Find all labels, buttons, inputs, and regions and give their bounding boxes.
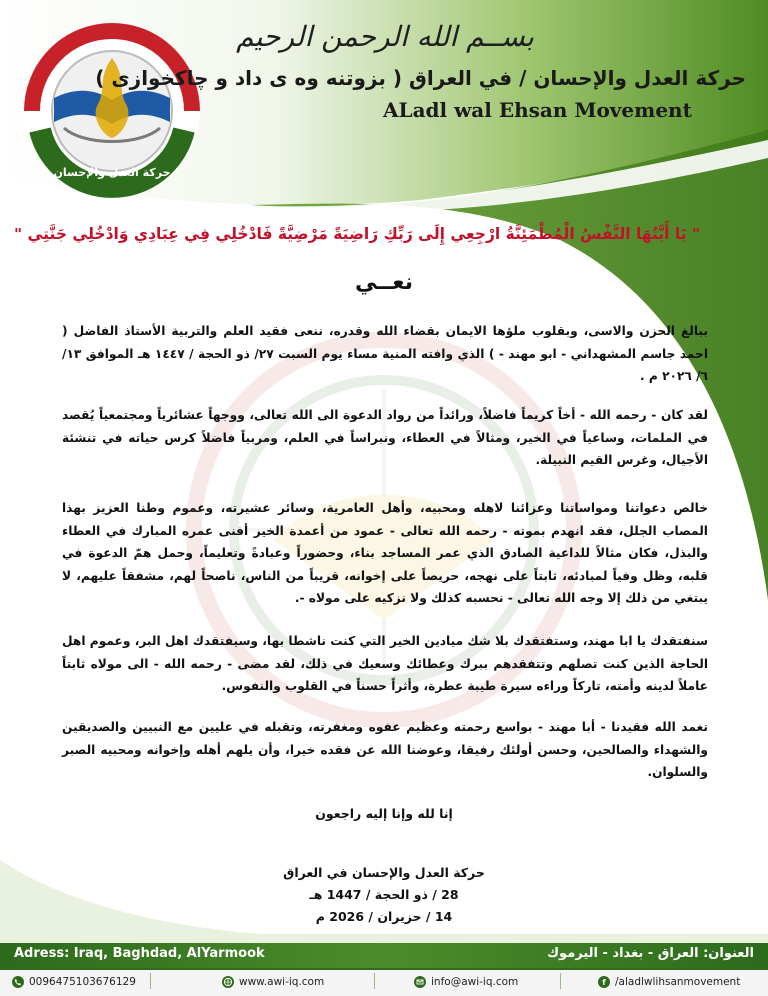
phone-icon bbox=[12, 976, 24, 988]
announcement-title: نعــي bbox=[355, 270, 413, 295]
footer-address-english: Adress: Iraq, Baghdad, AlYarmook bbox=[14, 946, 265, 961]
globe-icon bbox=[222, 976, 234, 988]
social-icon bbox=[598, 976, 610, 988]
phone-number: 00964751036761​29 bbox=[29, 976, 136, 988]
footer-divider bbox=[374, 973, 375, 989]
signature-org: حركة العدل والإحسان في العراق bbox=[283, 865, 485, 880]
paragraph-announcement: ببالغ الحزن والاسى، وبقلوب ملؤها الايمان بقضاء الله وقدره، ننعى فقيد العلم والتربية الأستاذ الفاضل ( احمد جاسم المشهداني - ابو مهند - ) الذي وافته المنية مساء يوم السبت ٢٧/ ذو الحجة / ١٤٤٧ هـ الموافق ١٣/ ٦/ ٢٠٢٦ م . bbox=[62, 324, 708, 384]
paragraph-remembrance: سنفتقدك يا ابا مهند، وستفتقدك بلا شك ميادين الخير التي كنت ناشطا بها، وسيفتقدك اهل البر، وعموم اهل الحاجة الذين كنت تصلهم وتتفقدهم ببرك وعطائك وسعيك في ذلك، لقد مضى - رحمه الله - الى مولاه ثابتاً عاملاً لدينه وأمته، تاركاً وراءه سيرة طيبة عطرة، وأثراً حسناً في القلوب والنفوس. bbox=[62, 634, 708, 694]
footer bbox=[0, 943, 768, 994]
footer-social[interactable] bbox=[598, 976, 740, 988]
basmala-calligraphy bbox=[236, 8, 534, 64]
email-link[interactable]: info@awi-iq.com bbox=[431, 976, 519, 988]
movement-name-english: ALadl wal Ehsan Movement bbox=[383, 98, 692, 122]
website-link[interactable]: www.awi-iq.com bbox=[239, 976, 325, 988]
signature-gregorian-date: 14 / حزيران / 2026 م bbox=[315, 909, 453, 924]
movement-logo bbox=[14, 18, 210, 204]
social-handle[interactable]: /aladlwlihsanmovement bbox=[615, 976, 741, 988]
paragraph-biography: لقد كان - رحمه الله - أخاً كريماً فاضلاً، ورائداً من رواد الدعوة الى الله تعالى، ووجهاً عشائرياً ومجتمعياً يُقصد في الملمات، وساعياً في الخير، ومثالاً في العطاء، ونبراساً في العلم، ومربياً فاضلاً كرس حياته في تنشئة الأجيال، وغرس القيم النبيلة. bbox=[62, 408, 708, 468]
paragraph-condolences: خالص دعواتنا ومواساتنا وعزائنا لاهله ومحبيه، وأهل العامرية، وسائر عشيرته، وعموم وطنا العزيز بهذا المصاب الجلل، فقد انهدم بموته - رحمه الله تعالى - عمود من أعمدة الخير أفنى عمره المبارك في العطاء والبذل، فكان مثالاً للداعية الصادق الذي عمر المساجد بناء، وحضوراً وعبادةً وتعليماً، وحمل همّ الدعوة في قلبه، وظل وفياً لمبادئه، ثابتاً على نهجه، حريصاً على إخوانه، قريباً من الناس، ناصحاً لهم، مشفقاً عليهم، لا يبتغي من ذلك إلا وجه الله تعالى - نحسبه كذلك ولا نزكيه على مولاه -. bbox=[62, 501, 708, 606]
footer-phone bbox=[12, 976, 136, 988]
basmala-text: بســم الله الرحمن الرحيم bbox=[236, 20, 534, 53]
footer-email[interactable] bbox=[414, 976, 518, 988]
footer-website[interactable] bbox=[222, 976, 324, 988]
signature-hijri-date: 28 / ذو الحجة / 1447 هـ bbox=[309, 887, 459, 902]
paragraph-prayer: تغمد الله فقيدنا - أبا مهند - بواسع رحمته وعظيم عفوه ومغفرته، وتقبله في عليين مع النبيين والصديقين والشهداء والصالحين، وحسن أولئك رفيقا، وعوضنا الله عن فقده خيرا، وأن يلهم أهله وإخوانه ومحبيه الصبر والسلوان. bbox=[62, 720, 708, 780]
email-icon bbox=[414, 976, 426, 988]
footer-divider bbox=[150, 973, 151, 989]
closing-phrase: إنا لله وإنا إليه راجعون bbox=[315, 806, 453, 821]
quran-verse: " يَا أَيَّتُهَا النَّفْسُ الْمُطْمَئِنَّةُ ارْجِعِي إِلَى رَبِّكِ رَاضِيَةً مَرْضِيَّةً فَادْخُلِي فِي عِبَادِي وَادْخُلِي جَنَّتِي " bbox=[14, 225, 700, 243]
svg-text:f: f bbox=[602, 978, 606, 987]
logo-text: حركة العدل والإحسان bbox=[53, 166, 171, 179]
footer-divider bbox=[560, 973, 561, 989]
footer-address-arabic: العنوان: العراق - بغداد - اليرموك bbox=[547, 946, 754, 961]
movement-name-arabic: حركة العدل والإحسان / في العراق ( بزوتنه وه ى داد و چاكخوازى ) bbox=[95, 66, 746, 90]
footer-address-bar bbox=[0, 943, 768, 968]
